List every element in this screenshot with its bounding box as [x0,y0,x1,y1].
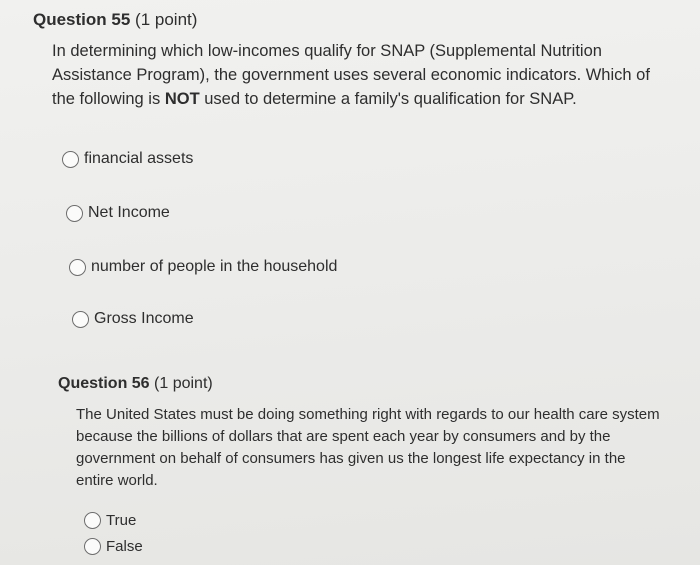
answer-option-financial-assets[interactable] [62,150,193,168]
question-56-text: The United States must be doing something right with regards to our health care system because the billions of dollars that are spent each year by consumers and by the government on behalf of consumers has given us the longest life expectancy in the entire world. [76,406,660,489]
radio-button-icon[interactable] [72,311,89,328]
radio-button-icon[interactable] [84,538,101,555]
radio-button-icon[interactable] [66,205,83,222]
answer-option-net-income[interactable] [66,204,170,222]
question-56-number: Question 56 [58,375,150,392]
answer-option-true[interactable] [84,512,136,529]
question-56-title [58,375,213,393]
question-55-text-emphasis: NOT [164,90,200,108]
question-55-number: Question 55 [33,10,131,29]
radio-button-icon[interactable] [84,512,101,529]
question-55-text [52,39,672,111]
answer-option-household-size[interactable] [69,258,337,276]
option-label: True [106,512,137,529]
radio-button-icon[interactable] [62,151,79,168]
option-label: Net Income [88,204,170,221]
option-label: financial assets [84,150,194,167]
answer-option-false[interactable] [84,538,143,555]
radio-button-icon[interactable] [69,259,86,276]
option-label: number of people in the household [91,258,338,275]
question-55-text-end: used to determine a family's qualification for SNAP. [199,90,577,108]
question-55-points: (1 point) [135,10,198,29]
option-label: False [106,538,143,555]
option-label: Gross Income [94,310,194,327]
question-56-points: (1 point) [154,375,213,392]
answer-option-gross-income[interactable] [72,310,194,328]
question-55-text-start: In determining which low-incomes qualify for SNAP (Supplemental Nutrition Assistance Program), the government uses several economic indicators. Which of the following is [52,42,650,108]
question-55-title [33,10,197,30]
